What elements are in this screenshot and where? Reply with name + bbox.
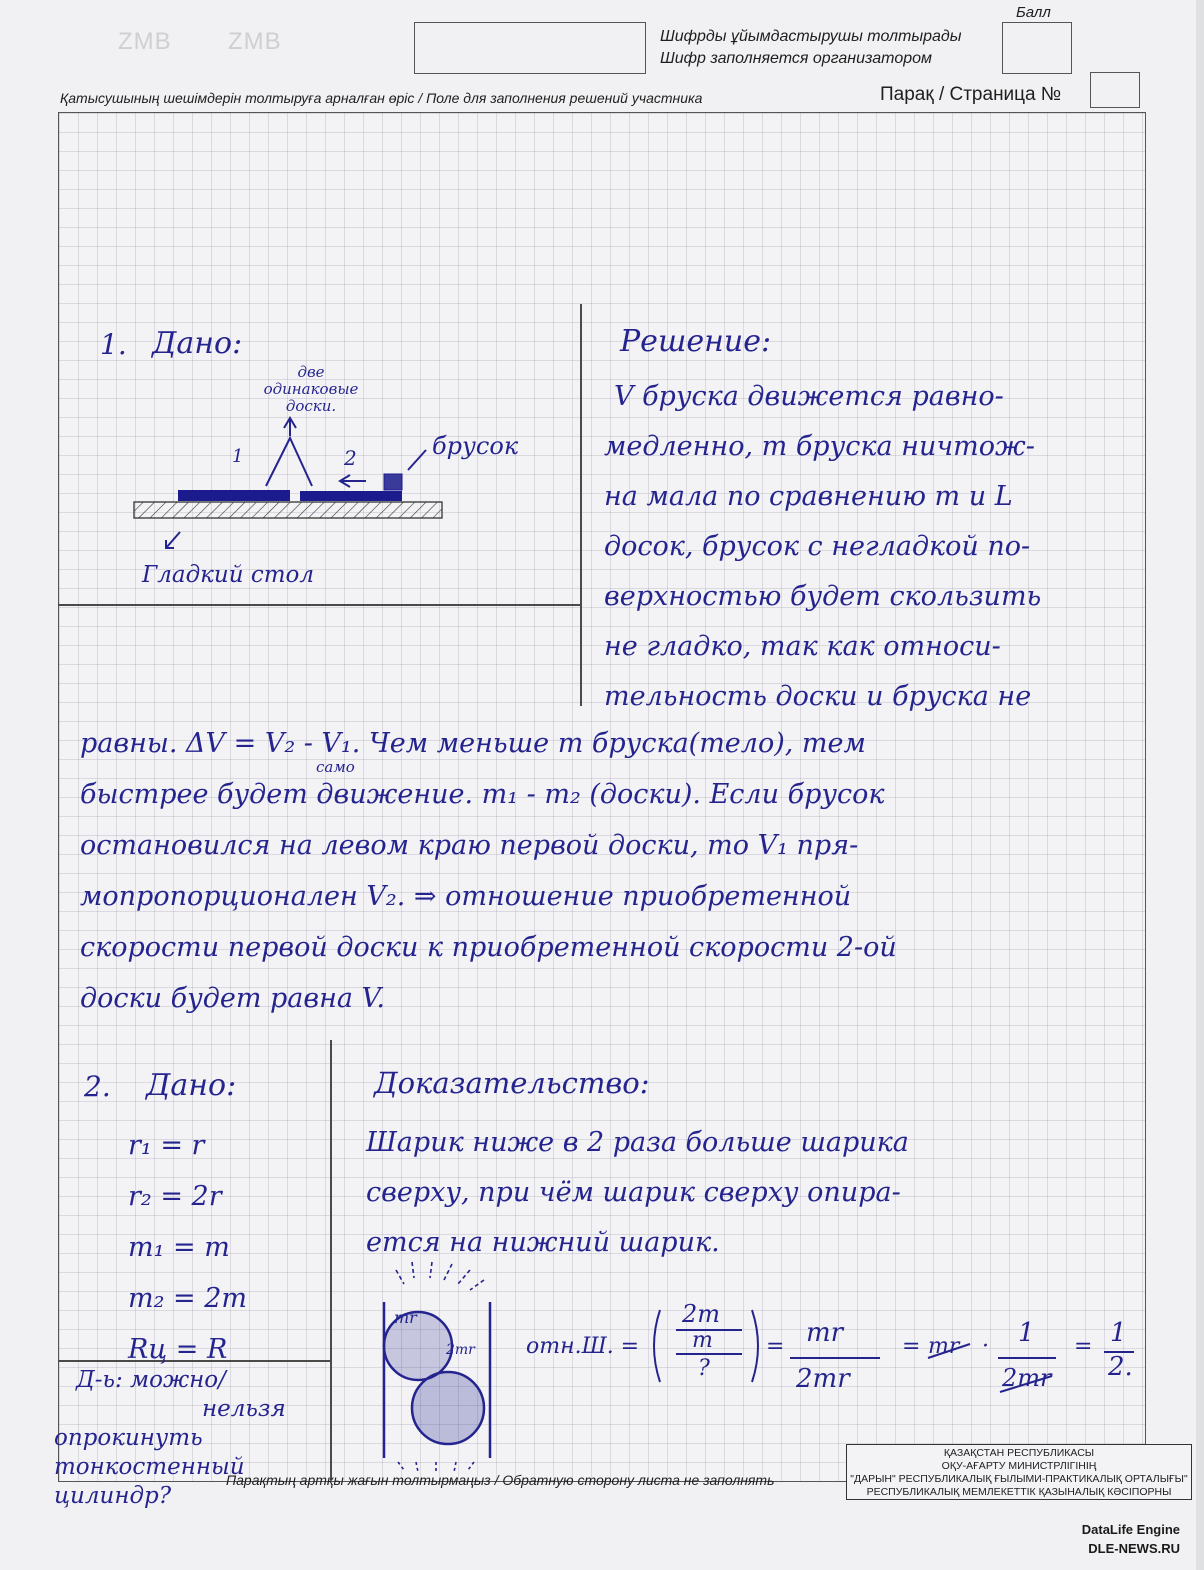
proof-line: сверху, при чём шарик сверху опира- xyxy=(366,1177,901,1208)
problem2-given-title: Дано: xyxy=(146,1068,237,1103)
formula-equals: = xyxy=(1074,1334,1093,1359)
solution-line: быстрее будет движение. m₁ - m₂ (доски). Если брусок xyxy=(80,779,885,810)
formula-struck-term: mr xyxy=(928,1334,960,1359)
right-paren xyxy=(752,1310,758,1382)
given-item: r₁ = r xyxy=(128,1130,205,1161)
to-prove-line: цилиндр? xyxy=(54,1483,172,1509)
solution-line: остановился на левом краю первой доски, то V₁ пря- xyxy=(80,830,859,861)
formula-equals: = xyxy=(766,1334,785,1359)
formula-dot: · xyxy=(982,1334,989,1359)
left-paren xyxy=(654,1310,660,1382)
stamp-line: ҚАЗАҚСТАН РЕСПУБЛИКАСЫ xyxy=(943,1447,1095,1459)
solution-line: скорости первой доски к приобретенной скорости 2-ой xyxy=(80,932,897,963)
proof-title: Доказательство: xyxy=(374,1066,650,1100)
back-side-note: Парақтың артқы жағын толтырмаңыз / Обратную сторону листа не заполнять xyxy=(226,1472,775,1488)
solution-title: Решение: xyxy=(620,324,772,359)
ball-label-small: mr xyxy=(394,1308,417,1327)
cipher-ru: Шифр заполняется организатором xyxy=(660,50,932,67)
organization-stamp xyxy=(846,1444,1192,1500)
formula-frac4-num: 1 xyxy=(1110,1318,1127,1348)
solution-line: медленно, m бруска ничтож- xyxy=(604,431,1035,462)
bottom-motion-lines xyxy=(398,1462,474,1472)
given-item: m₂ = 2m xyxy=(128,1283,247,1314)
credit-line: DataLife Engine xyxy=(1081,1522,1180,1537)
problem1-given-title: Дано: xyxy=(152,326,243,361)
given-item: Rц = R xyxy=(128,1334,228,1365)
label-boards-line: две xyxy=(297,363,325,381)
formula-frac2-num: mr xyxy=(806,1318,844,1348)
solution-line: на мала по сравнению m и L xyxy=(604,481,1013,512)
formula-frac1-num: 2m xyxy=(682,1300,721,1328)
proof-line: ется на нижний шарик. xyxy=(366,1227,720,1258)
field-title: Қатысушының шешімдерін толтыруға арналған өріс / Поле для заполнения решений участника xyxy=(60,90,703,106)
stamp-line: "ДАРЫН" РЕСПУБЛИКАЛЫҚ ҒЫЛЫМИ-ПРАКТИКАЛЫҚ ОРТАЛЫҒЫ" xyxy=(850,1473,1188,1485)
to-prove-line: тонкостенный xyxy=(54,1454,245,1480)
credit-line: DLE-NEWS.RU xyxy=(1088,1541,1180,1556)
proof-line: Шарик ниже в 2 раза больше шарика xyxy=(366,1127,909,1158)
solution-line: V бруска движется равно- xyxy=(614,381,1004,412)
label-board-2: 2 xyxy=(344,446,357,470)
given-item: r₂ = 2r xyxy=(128,1181,222,1212)
top-motion-lines xyxy=(396,1262,484,1290)
formula-frac4-den: 2. xyxy=(1108,1352,1133,1382)
site-credit xyxy=(1082,1520,1180,1558)
label-block: брусок xyxy=(432,432,519,460)
solution-line: доски будет равна V. xyxy=(80,983,385,1014)
formula-frac1-mid: m xyxy=(692,1328,713,1353)
label-smooth-table: Гладкий стол xyxy=(142,562,315,588)
watermark-right: ZMB xyxy=(228,28,282,55)
formula-equals: = xyxy=(902,1334,921,1359)
watermark-left: ZMB xyxy=(118,28,172,55)
formula-prefix: отн.Ш. = xyxy=(526,1334,640,1359)
problem1-number: 1. xyxy=(100,328,127,361)
problem2-number: 2. xyxy=(84,1070,111,1103)
score-label: Балл xyxy=(1016,4,1051,21)
insert-word: само xyxy=(316,758,355,776)
label-boards-line: одинаковые xyxy=(263,380,359,398)
cipher-kz: Шифрды ұйымдастырушы толтырады xyxy=(660,28,962,45)
given-item: m₁ = m xyxy=(128,1232,230,1263)
formula-frac1-den: ? xyxy=(698,1356,710,1381)
large-ball xyxy=(412,1372,484,1444)
formula-frac3-num: 1 xyxy=(1018,1318,1035,1348)
page-label: Парақ / Страница № xyxy=(880,84,1062,105)
solution-line: равны. ΔV = V₂ - V₁. Чем меньше m бруска(тело), тем xyxy=(80,728,866,759)
solution-line: досок, брусок с негладкой по- xyxy=(604,531,1031,562)
solution-line: мопропорционален V₂. ⇒ отношение приобретенной xyxy=(80,881,852,912)
label-boards-line: доски. xyxy=(285,397,337,415)
to-prove-line: нельзя xyxy=(202,1396,286,1422)
formula-frac2-den: 2mr xyxy=(796,1364,850,1394)
label-board-1: 1 xyxy=(232,446,244,467)
solution-line: не гладко, так как относи- xyxy=(604,631,1001,662)
solution-line: верхностью будет скользить xyxy=(604,581,1042,612)
solution-line: тельность доски и бруска не xyxy=(604,681,1032,712)
formula-frac3-den: 2mr xyxy=(1002,1364,1052,1392)
stamp-line: ОҚУ-АҒАРТУ МИНИСТРЛІГІНІҢ xyxy=(941,1460,1097,1472)
stamp-line: РЕСПУБЛИКАЛЫҚ МЕМЛЕКЕТТІК ҚАЗЫНАЛЫҚ КӘСІПОРНЫ xyxy=(866,1486,1172,1498)
to-prove-line: опрокинуть xyxy=(54,1425,203,1451)
ball-label-large: 2mr xyxy=(446,1342,475,1358)
to-prove-line: Д-ь: можно/ xyxy=(76,1367,226,1393)
